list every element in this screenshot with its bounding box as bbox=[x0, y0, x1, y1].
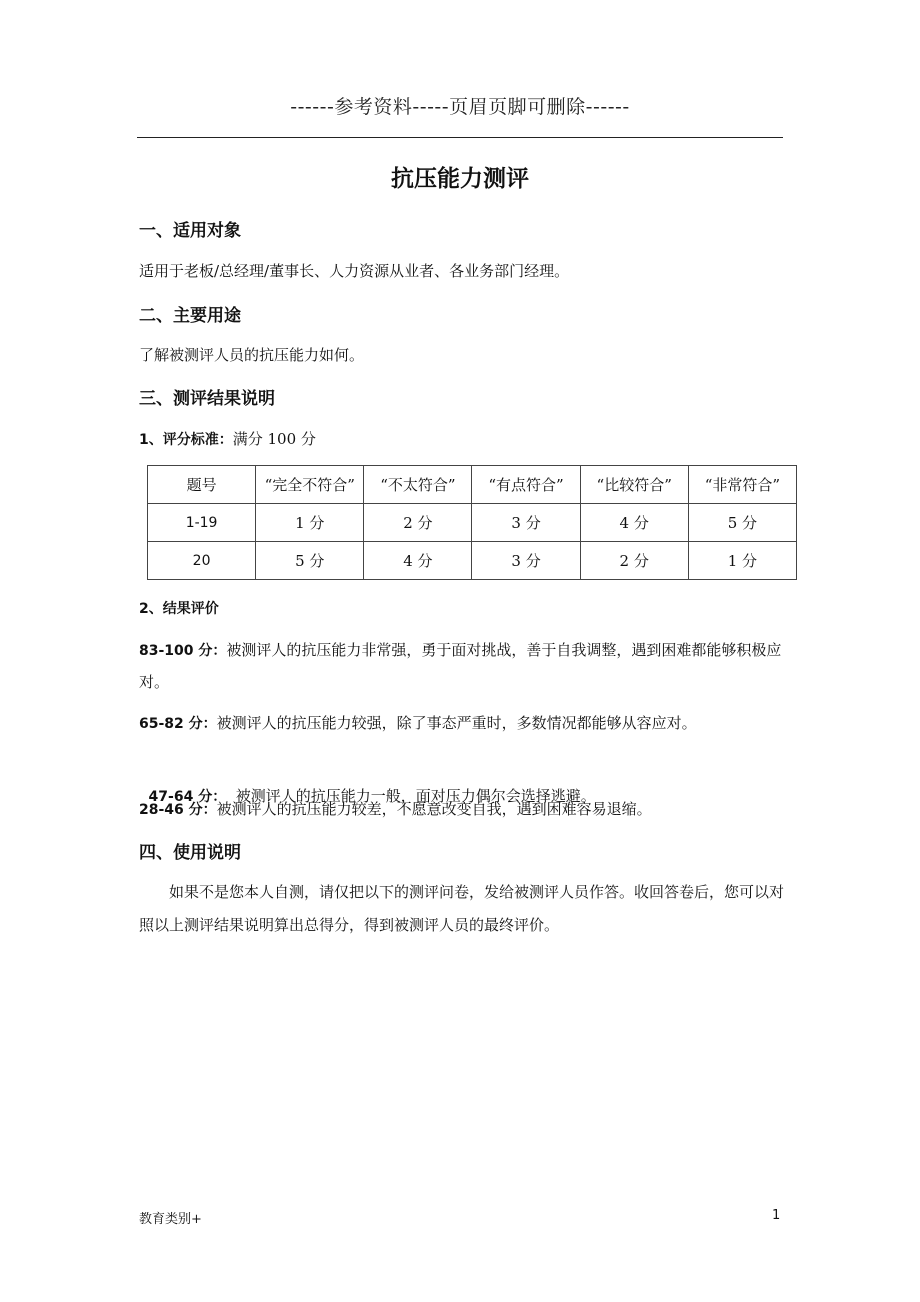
table-cell: 4 分 bbox=[580, 504, 688, 542]
table-cell: 3 分 bbox=[472, 542, 580, 580]
scoring-value: 满分 100 分 bbox=[232, 430, 316, 448]
table-header-cell: “非常符合” bbox=[688, 466, 796, 504]
header-divider bbox=[137, 137, 783, 138]
result-item bbox=[139, 635, 789, 698]
table-cell: 1 分 bbox=[256, 504, 364, 542]
result-evaluation-label bbox=[139, 593, 789, 624]
table-cell: 1 分 bbox=[688, 542, 796, 580]
result-text: 被测评人的抗压能力较强，除了事态严重时，多数情况都能够从容应对。 bbox=[216, 714, 697, 732]
table-cell: 5 分 bbox=[256, 542, 364, 580]
table-header-cell: “比较符合” bbox=[580, 466, 688, 504]
table-cell: 4 分 bbox=[364, 542, 472, 580]
table-cell: 1-19 bbox=[148, 504, 256, 542]
section-body-4: 如果不是您本人自测，请仅把以下的测评问卷，发给被测评人员作答。收回答卷后，您可以对照以上测评结果说明算出总得分，得到被测评人员的最终评价。 bbox=[139, 883, 785, 934]
result-label: 2、结果评价 bbox=[139, 601, 219, 617]
section-heading-3: 三、测评结果说明 bbox=[139, 389, 275, 409]
result-range: 47-64 分： bbox=[148, 789, 227, 805]
page-number: 1 bbox=[772, 1208, 781, 1223]
result-range: 83-100 分： bbox=[139, 643, 227, 659]
section-heading-2: 二、主要用途 bbox=[139, 306, 241, 326]
result-item bbox=[139, 794, 789, 825]
scoring-label: 1、评分标准： bbox=[139, 432, 233, 448]
table-header-cell: “不太符合” bbox=[364, 466, 472, 504]
table-row bbox=[148, 504, 797, 542]
section-heading-1: 一、适用对象 bbox=[139, 221, 241, 241]
table-header-cell: “有点符合” bbox=[472, 466, 580, 504]
table-header-cell: 题号 bbox=[148, 466, 256, 504]
table-cell: 2 分 bbox=[364, 504, 472, 542]
result-text: 被测评人的抗压能力一般，面对压力偶尔会选择逃避。 bbox=[226, 787, 596, 805]
section-body-1: 适用于老板/总经理/董事长、人力资源从业者、各业务部门经理。 bbox=[139, 262, 570, 280]
result-item bbox=[139, 708, 789, 739]
result-range: 65-82 分： bbox=[139, 716, 217, 732]
scoring-table bbox=[147, 465, 797, 580]
scoring-standard bbox=[139, 424, 789, 455]
footer-category: 教育类别+ bbox=[139, 1212, 202, 1227]
result-range: 28-46 分： bbox=[139, 802, 217, 818]
table-header-row bbox=[148, 466, 797, 504]
table-cell: 3 分 bbox=[472, 504, 580, 542]
table-cell: 5 分 bbox=[688, 504, 796, 542]
table-row bbox=[148, 542, 797, 580]
table-cell: 20 bbox=[148, 542, 256, 580]
document-title: 抗压能力测评 bbox=[391, 166, 529, 192]
section-heading-4: 四、使用说明 bbox=[139, 843, 241, 863]
section-body-2: 了解被测评人员的抗压能力如何。 bbox=[139, 346, 365, 364]
result-text: 被测评人的抗压能力较差，不愿意改变自我，遇到困难容易退缩。 bbox=[216, 800, 652, 818]
page-header: ------参考资料-----页眉页脚可删除------ bbox=[290, 96, 630, 118]
result-text: 被测评人的抗压能力非常强，勇于面对挑战，善于自我调整，遇到困难都能够积极应对。 bbox=[139, 641, 782, 691]
table-header-cell: “完全不符合” bbox=[256, 466, 364, 504]
table-cell: 2 分 bbox=[580, 542, 688, 580]
